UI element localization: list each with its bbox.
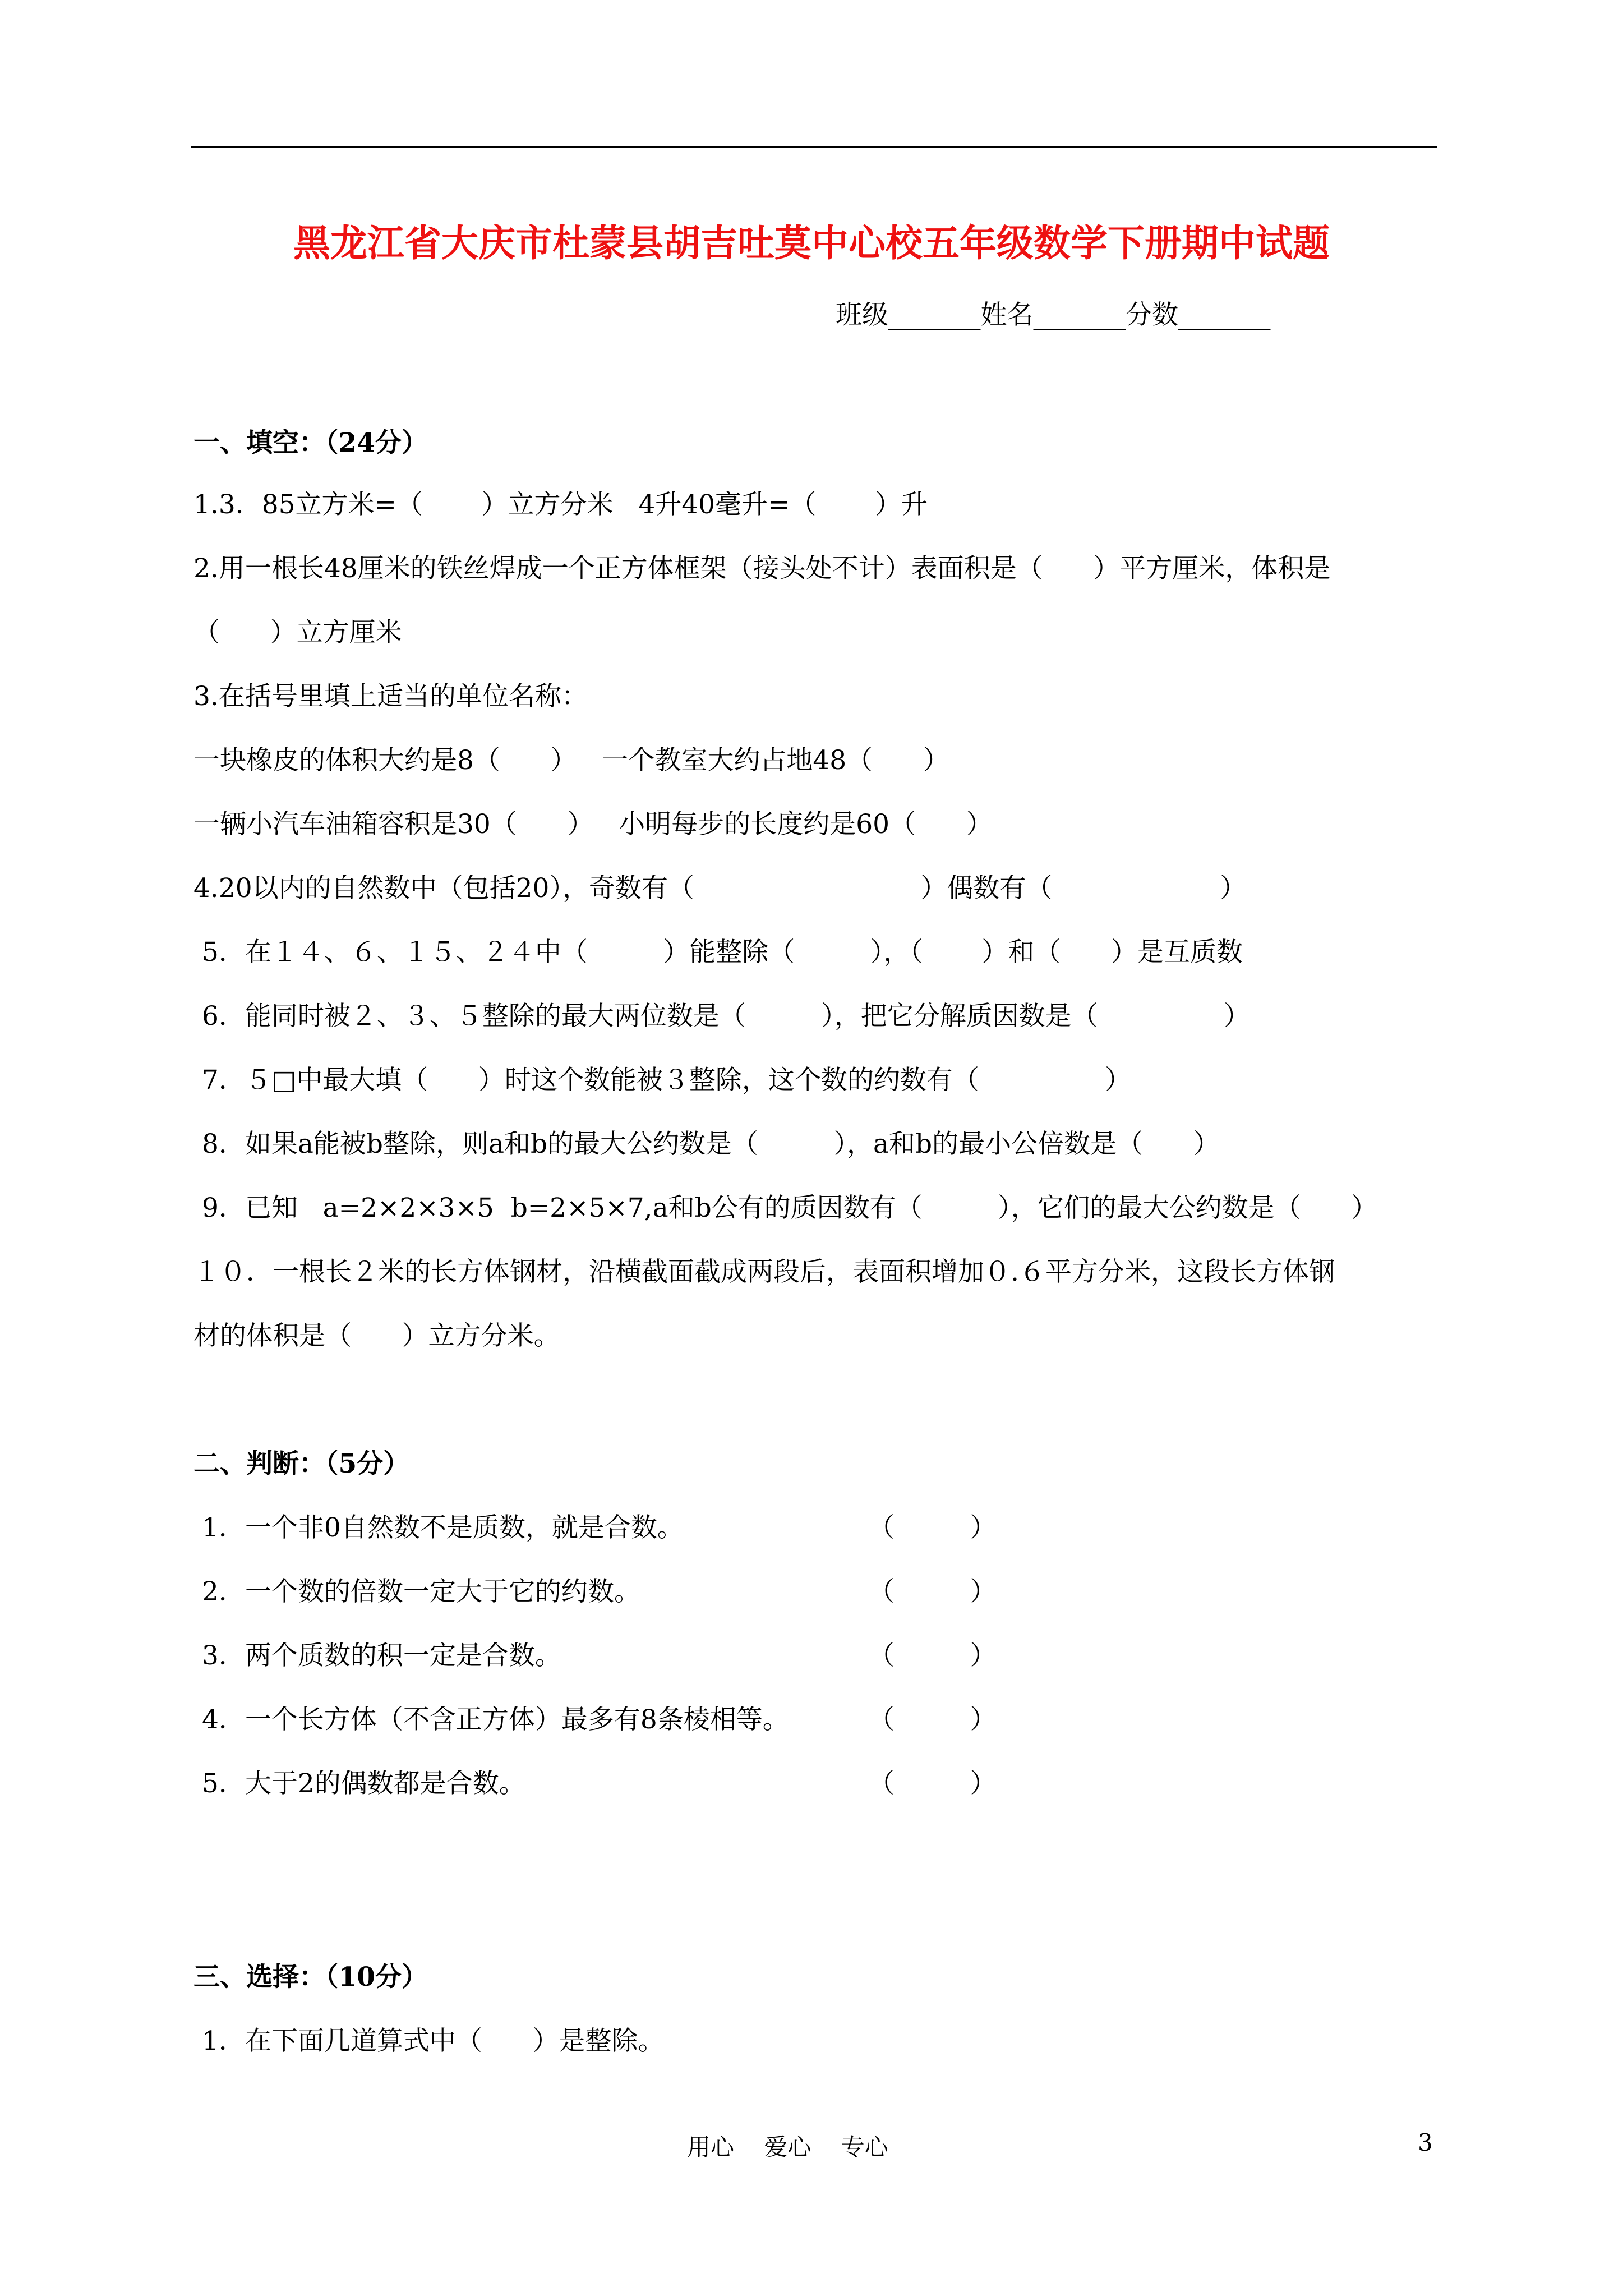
question-line: 材的体积是（ ）立方分米。 [193, 1320, 560, 1351]
section-heading-fill-in: 一、填空：（24分） [193, 427, 428, 458]
page-title: 黑龙江省大庆市杜蒙县胡吉吐莫中心校五年级数学下册期中试题 [293, 221, 1330, 265]
question-line: 3.在括号里填上适当的单位名称： [193, 681, 588, 712]
page-number: 3 [1418, 2129, 1433, 2156]
answer-bracket: （ ） [868, 1704, 997, 1735]
judgment-item: 3．两个质数的积一定是合数。 [193, 1640, 561, 1671]
judgment-item: 5．大于2的偶数都是合数。 [193, 1768, 525, 1799]
question-line: 7．５□中最大填（ ）时这个数能被３整除，这个数的约数有（ ） [193, 1065, 1131, 1096]
judgment-item: 4．一个长方体（不含正方体）最多有8条棱相等。 [193, 1704, 789, 1735]
judgment-item: 1．一个非0自然数不是质数，就是合数。 [193, 1512, 684, 1543]
question-line: １０．一根长２米的长方体钢材，沿横截面截成两段后，表面积增加０.６平方分米，这段长方体钢 [193, 1257, 1335, 1287]
question-line: （ ）立方厘米 [193, 617, 402, 648]
question-line: 4.20以内的自然数中（包括20），奇数有（ ）偶数有（ ） [193, 873, 1247, 904]
question-line: 8．如果a能被b整除，则a和b的最大公约数是（ ），a和b的最小公倍数是（ ） [193, 1129, 1220, 1159]
judgment-item: 2．一个数的倍数一定大于它的约数。 [193, 1576, 640, 1607]
answer-bracket: （ ） [868, 1512, 997, 1543]
question-line: 一块橡皮的体积大约是8（ ） 一个教室大约占地48（ ） [193, 745, 949, 776]
question-line: 6．能同时被２、３、５整除的最大两位数是（ ），把它分解质因数是（ ） [193, 1001, 1250, 1032]
answer-bracket: （ ） [868, 1576, 997, 1607]
question-line: 5．在１４、６、１５、２４中（ ）能整除（ ），（ ）和（ ）是互质数 [193, 937, 1243, 968]
question-line: 9．已知 a=2×2×3×5 b=2×5×7,a和b公有的质因数有（ ），它们的最大公约数是（ ） [193, 1193, 1378, 1223]
question-line: 2.用一根长48厘米的铁丝焊成一个正方体框架（接头处不计）表面积是（ ）平方厘米，体积是 [193, 553, 1331, 584]
question-line: 一辆小汽车油箱容积是30（ ） 小明每步的长度约是60（ ） [193, 809, 993, 840]
section-heading-true-false: 二、判断：（5分） [193, 1448, 410, 1479]
footer-motto: 用心 爱心 专心 [687, 2133, 888, 2161]
section-heading-multiple-choice: 三、选择：（10分） [193, 1962, 428, 1993]
choice-question: 1．在下面几道算式中（ ）是整除。 [193, 2026, 665, 2056]
answer-bracket: （ ） [868, 1768, 997, 1799]
question-line: 1.3．85立方米=（ ）立方分米 4升40毫升=（ ）升 [193, 489, 928, 520]
answer-bracket: （ ） [868, 1640, 997, 1671]
student-info-line: 班级_______姓名_______分数_______ [836, 300, 1271, 330]
header-rule [191, 146, 1437, 148]
